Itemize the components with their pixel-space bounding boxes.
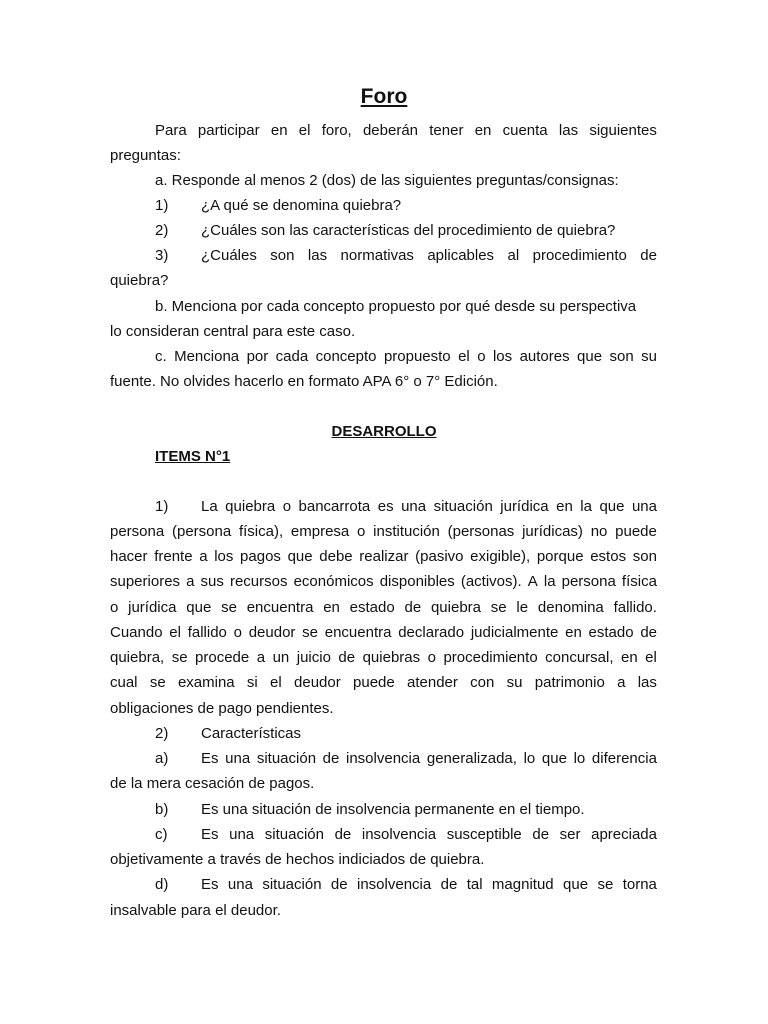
word: diferencia bbox=[591, 750, 657, 767]
word: encuentra bbox=[324, 623, 392, 641]
answer-1-line bbox=[110, 670, 657, 695]
word: debe bbox=[319, 548, 353, 566]
word: o bbox=[477, 348, 486, 365]
word: la bbox=[580, 498, 592, 515]
word: en bbox=[556, 498, 573, 515]
word: disponibles bbox=[379, 573, 455, 591]
word: que bbox=[541, 750, 567, 767]
word: que bbox=[563, 876, 589, 893]
word: insolvencia bbox=[357, 876, 432, 893]
word: normativas bbox=[340, 247, 414, 264]
word: si bbox=[246, 674, 258, 692]
word: el bbox=[645, 649, 657, 666]
question-text bbox=[201, 243, 657, 268]
word: su bbox=[506, 674, 523, 692]
word: generalizada, bbox=[426, 750, 517, 767]
characteristic-letter: b) bbox=[155, 801, 169, 818]
word: (persona bbox=[171, 523, 232, 540]
word: física), bbox=[238, 523, 284, 540]
word: sus bbox=[200, 573, 224, 591]
consigna-c-line-2: fuente. No olvides hacerlo en formato APA 6° o 7° Edición. bbox=[110, 373, 498, 390]
word: cual bbox=[110, 674, 138, 692]
word: persona bbox=[110, 523, 165, 540]
word: se bbox=[490, 598, 507, 616]
word: porque bbox=[536, 548, 584, 566]
word: se bbox=[221, 598, 237, 616]
word: el bbox=[270, 674, 282, 692]
word: denomina bbox=[537, 598, 604, 616]
word: La bbox=[201, 498, 218, 515]
consigna-c-line-1-words bbox=[155, 344, 657, 369]
word: institución bbox=[373, 523, 440, 540]
word: o bbox=[110, 598, 119, 616]
word: empresa bbox=[290, 523, 350, 540]
word: es bbox=[377, 498, 394, 515]
word: aplicables bbox=[427, 247, 495, 264]
word: Es bbox=[201, 826, 219, 843]
word: no bbox=[590, 523, 608, 540]
word: encuentra bbox=[246, 598, 314, 616]
word: o bbox=[282, 498, 292, 515]
word: la bbox=[543, 573, 556, 591]
word: jurídica bbox=[500, 498, 549, 515]
answer-1-line bbox=[110, 519, 657, 544]
word: a bbox=[256, 649, 266, 666]
question-number: 2) bbox=[155, 222, 169, 239]
word: en bbox=[474, 122, 492, 139]
consigna-a: a. Responde al menos 2 (dos) de las siguientes preguntas/consignas: bbox=[155, 172, 619, 189]
characteristic-c-continuation: objetivamente a través de hechos indiciados de quiebra. bbox=[110, 851, 485, 868]
word: quiebra bbox=[430, 598, 482, 616]
word: una bbox=[401, 498, 427, 515]
word: situación bbox=[256, 750, 317, 767]
word: (activos). bbox=[460, 573, 522, 591]
word: A bbox=[527, 573, 538, 591]
word: recursos bbox=[229, 573, 288, 591]
word: patrimonio bbox=[534, 674, 605, 692]
word: el bbox=[458, 348, 470, 365]
word: que bbox=[577, 348, 603, 365]
consigna-b-line-2: lo consideran central para este caso. bbox=[110, 323, 356, 340]
word: procedimiento bbox=[532, 247, 627, 264]
characteristic-text bbox=[201, 822, 657, 847]
word: un bbox=[272, 649, 290, 666]
word: propuesto bbox=[383, 348, 451, 365]
section-heading-desarrollo: DESARROLLO bbox=[331, 423, 437, 440]
word: cuenta bbox=[502, 122, 548, 139]
word: (pasivo bbox=[415, 548, 464, 566]
word: son bbox=[270, 247, 295, 264]
word: procede bbox=[195, 649, 250, 666]
word: de bbox=[640, 623, 657, 641]
characteristic-text bbox=[201, 872, 657, 897]
word: o bbox=[233, 623, 242, 641]
word: Es bbox=[201, 750, 219, 767]
intro-line-1-words bbox=[155, 118, 657, 143]
word: de bbox=[640, 247, 657, 264]
word: fallido. bbox=[613, 598, 657, 616]
word: las bbox=[307, 247, 328, 264]
word: estos bbox=[590, 548, 627, 566]
word: situación bbox=[264, 826, 324, 843]
question-number: 1) bbox=[155, 197, 169, 214]
word: estado bbox=[588, 623, 634, 641]
word: declarado bbox=[398, 623, 465, 641]
word: ser bbox=[559, 826, 581, 843]
word: superiores bbox=[110, 573, 181, 591]
word: (personas bbox=[447, 523, 515, 540]
word: susceptible bbox=[446, 826, 522, 843]
word: de bbox=[404, 598, 422, 616]
word: situación bbox=[433, 498, 493, 515]
intro-line-1 bbox=[155, 118, 657, 143]
word: insolvencia bbox=[361, 826, 437, 843]
word: una bbox=[229, 826, 255, 843]
word: se bbox=[171, 649, 188, 666]
answer-1-line bbox=[110, 569, 657, 594]
word: su bbox=[641, 348, 657, 365]
word: a bbox=[199, 548, 208, 566]
word: el bbox=[169, 623, 181, 641]
word: o bbox=[427, 649, 436, 666]
word: autores bbox=[519, 348, 570, 365]
word: frente bbox=[154, 548, 193, 566]
question-number: 3) bbox=[155, 247, 169, 264]
characteristic-text: Es una situación de insolvencia permanente en el tiempo. bbox=[201, 801, 585, 818]
word: hacer bbox=[110, 548, 148, 566]
word: ¿Cuáles bbox=[201, 247, 257, 264]
word: torna bbox=[622, 876, 657, 893]
answer-text bbox=[201, 494, 657, 519]
word: quiebra, bbox=[110, 649, 165, 666]
word: en bbox=[270, 122, 288, 139]
answer-title: Características bbox=[201, 725, 302, 742]
word: le bbox=[516, 598, 529, 616]
word: Para bbox=[155, 122, 187, 139]
word: apreciada bbox=[591, 826, 657, 843]
word: se bbox=[597, 876, 614, 893]
answer-number: 2) bbox=[155, 725, 169, 742]
characteristic-letter: c) bbox=[155, 826, 168, 843]
word: los bbox=[214, 548, 234, 566]
word: a bbox=[186, 573, 195, 591]
word: lo bbox=[573, 750, 586, 767]
characteristic-a-continuation: de la mera cesación de pagos. bbox=[110, 775, 315, 792]
word: foro, bbox=[321, 122, 352, 139]
word: puede bbox=[353, 674, 395, 692]
question-3-continuation: quiebra? bbox=[110, 272, 169, 289]
word: magnitud bbox=[491, 876, 554, 893]
word: deudor bbox=[248, 623, 296, 641]
answer-1-line bbox=[110, 620, 657, 645]
word: participar bbox=[197, 122, 260, 139]
word: a bbox=[617, 674, 626, 692]
word: jurídica bbox=[128, 598, 177, 616]
characteristic-letter: d) bbox=[155, 876, 169, 893]
word: una bbox=[631, 498, 657, 515]
word: económicos bbox=[293, 573, 374, 591]
word: quiebra bbox=[225, 498, 276, 515]
word: tal bbox=[466, 876, 483, 893]
word: que bbox=[599, 498, 625, 515]
word: insolvencia bbox=[346, 750, 421, 767]
word: bancarrota bbox=[298, 498, 371, 515]
word: se bbox=[149, 674, 166, 692]
word: fallido bbox=[187, 623, 227, 641]
characteristic-letter: a) bbox=[155, 750, 169, 767]
word: las bbox=[558, 122, 579, 139]
intro-line-2: preguntas: bbox=[110, 147, 181, 164]
answer-1-line bbox=[110, 544, 657, 569]
word: son bbox=[632, 548, 657, 566]
word: siguientes bbox=[589, 122, 657, 139]
word: jurídicas) bbox=[522, 523, 583, 540]
word: deudor bbox=[294, 674, 341, 692]
word: son bbox=[609, 348, 634, 365]
word: en bbox=[323, 598, 340, 616]
word: de bbox=[440, 876, 458, 893]
answer-1-last-line: obligaciones de pago pendientes. bbox=[110, 700, 334, 717]
consigna-c-line-1 bbox=[155, 344, 657, 369]
word: cada bbox=[275, 348, 309, 365]
word: lo bbox=[523, 750, 536, 767]
word: de bbox=[322, 750, 340, 767]
word: concursal, bbox=[545, 649, 614, 666]
word: quiebras bbox=[362, 649, 421, 666]
word: Es bbox=[201, 876, 219, 893]
word: al bbox=[507, 247, 520, 264]
word: con bbox=[470, 674, 495, 692]
items-heading: ITEMS N°1 bbox=[155, 448, 231, 465]
answer-1-line bbox=[110, 645, 657, 670]
word: tener bbox=[429, 122, 464, 139]
word: puede bbox=[615, 523, 657, 540]
word: en bbox=[621, 649, 638, 666]
word: por bbox=[246, 348, 269, 365]
word: el bbox=[298, 122, 311, 139]
characteristic-d-continuation: insalvable para el deudor. bbox=[110, 902, 281, 919]
word: Menciona bbox=[174, 348, 240, 365]
consigna-b-line-1: b. Menciona por cada concepto propuesto por qué desde su perspectiva bbox=[155, 298, 637, 315]
word: exigible), bbox=[470, 548, 531, 566]
question-text: ¿A qué se denomina quiebra? bbox=[201, 197, 402, 214]
characteristic-text bbox=[201, 746, 657, 771]
word: procedimiento bbox=[443, 649, 538, 666]
word: deberán bbox=[362, 122, 419, 139]
word: o bbox=[357, 523, 366, 540]
word: de bbox=[338, 649, 356, 666]
word: Cuando bbox=[110, 623, 163, 641]
word: realizar bbox=[359, 548, 409, 566]
question-text: ¿Cuáles son las características del procedimiento de quiebra? bbox=[201, 222, 616, 239]
word: en bbox=[565, 623, 582, 641]
word: persona bbox=[561, 573, 616, 591]
word: física bbox=[621, 573, 657, 591]
word: que bbox=[287, 548, 313, 566]
word: pagos bbox=[240, 548, 281, 566]
answer-1-line bbox=[110, 595, 657, 620]
word: estado bbox=[349, 598, 395, 616]
word: los bbox=[492, 348, 513, 365]
word: las bbox=[637, 674, 657, 692]
word: c. bbox=[155, 348, 167, 365]
word: una bbox=[227, 876, 253, 893]
word: se bbox=[302, 623, 319, 641]
word: concepto bbox=[315, 348, 377, 365]
word: judicialmente bbox=[470, 623, 559, 641]
word: una bbox=[225, 750, 251, 767]
answer-number: 1) bbox=[155, 498, 169, 515]
word: atender bbox=[407, 674, 458, 692]
word: juicio bbox=[296, 649, 331, 666]
word: de bbox=[330, 876, 348, 893]
word: de bbox=[532, 826, 550, 843]
word: de bbox=[334, 826, 352, 843]
word: examina bbox=[177, 674, 235, 692]
page-title: Foro bbox=[360, 85, 408, 108]
word: que bbox=[186, 598, 212, 616]
word: situación bbox=[262, 876, 322, 893]
